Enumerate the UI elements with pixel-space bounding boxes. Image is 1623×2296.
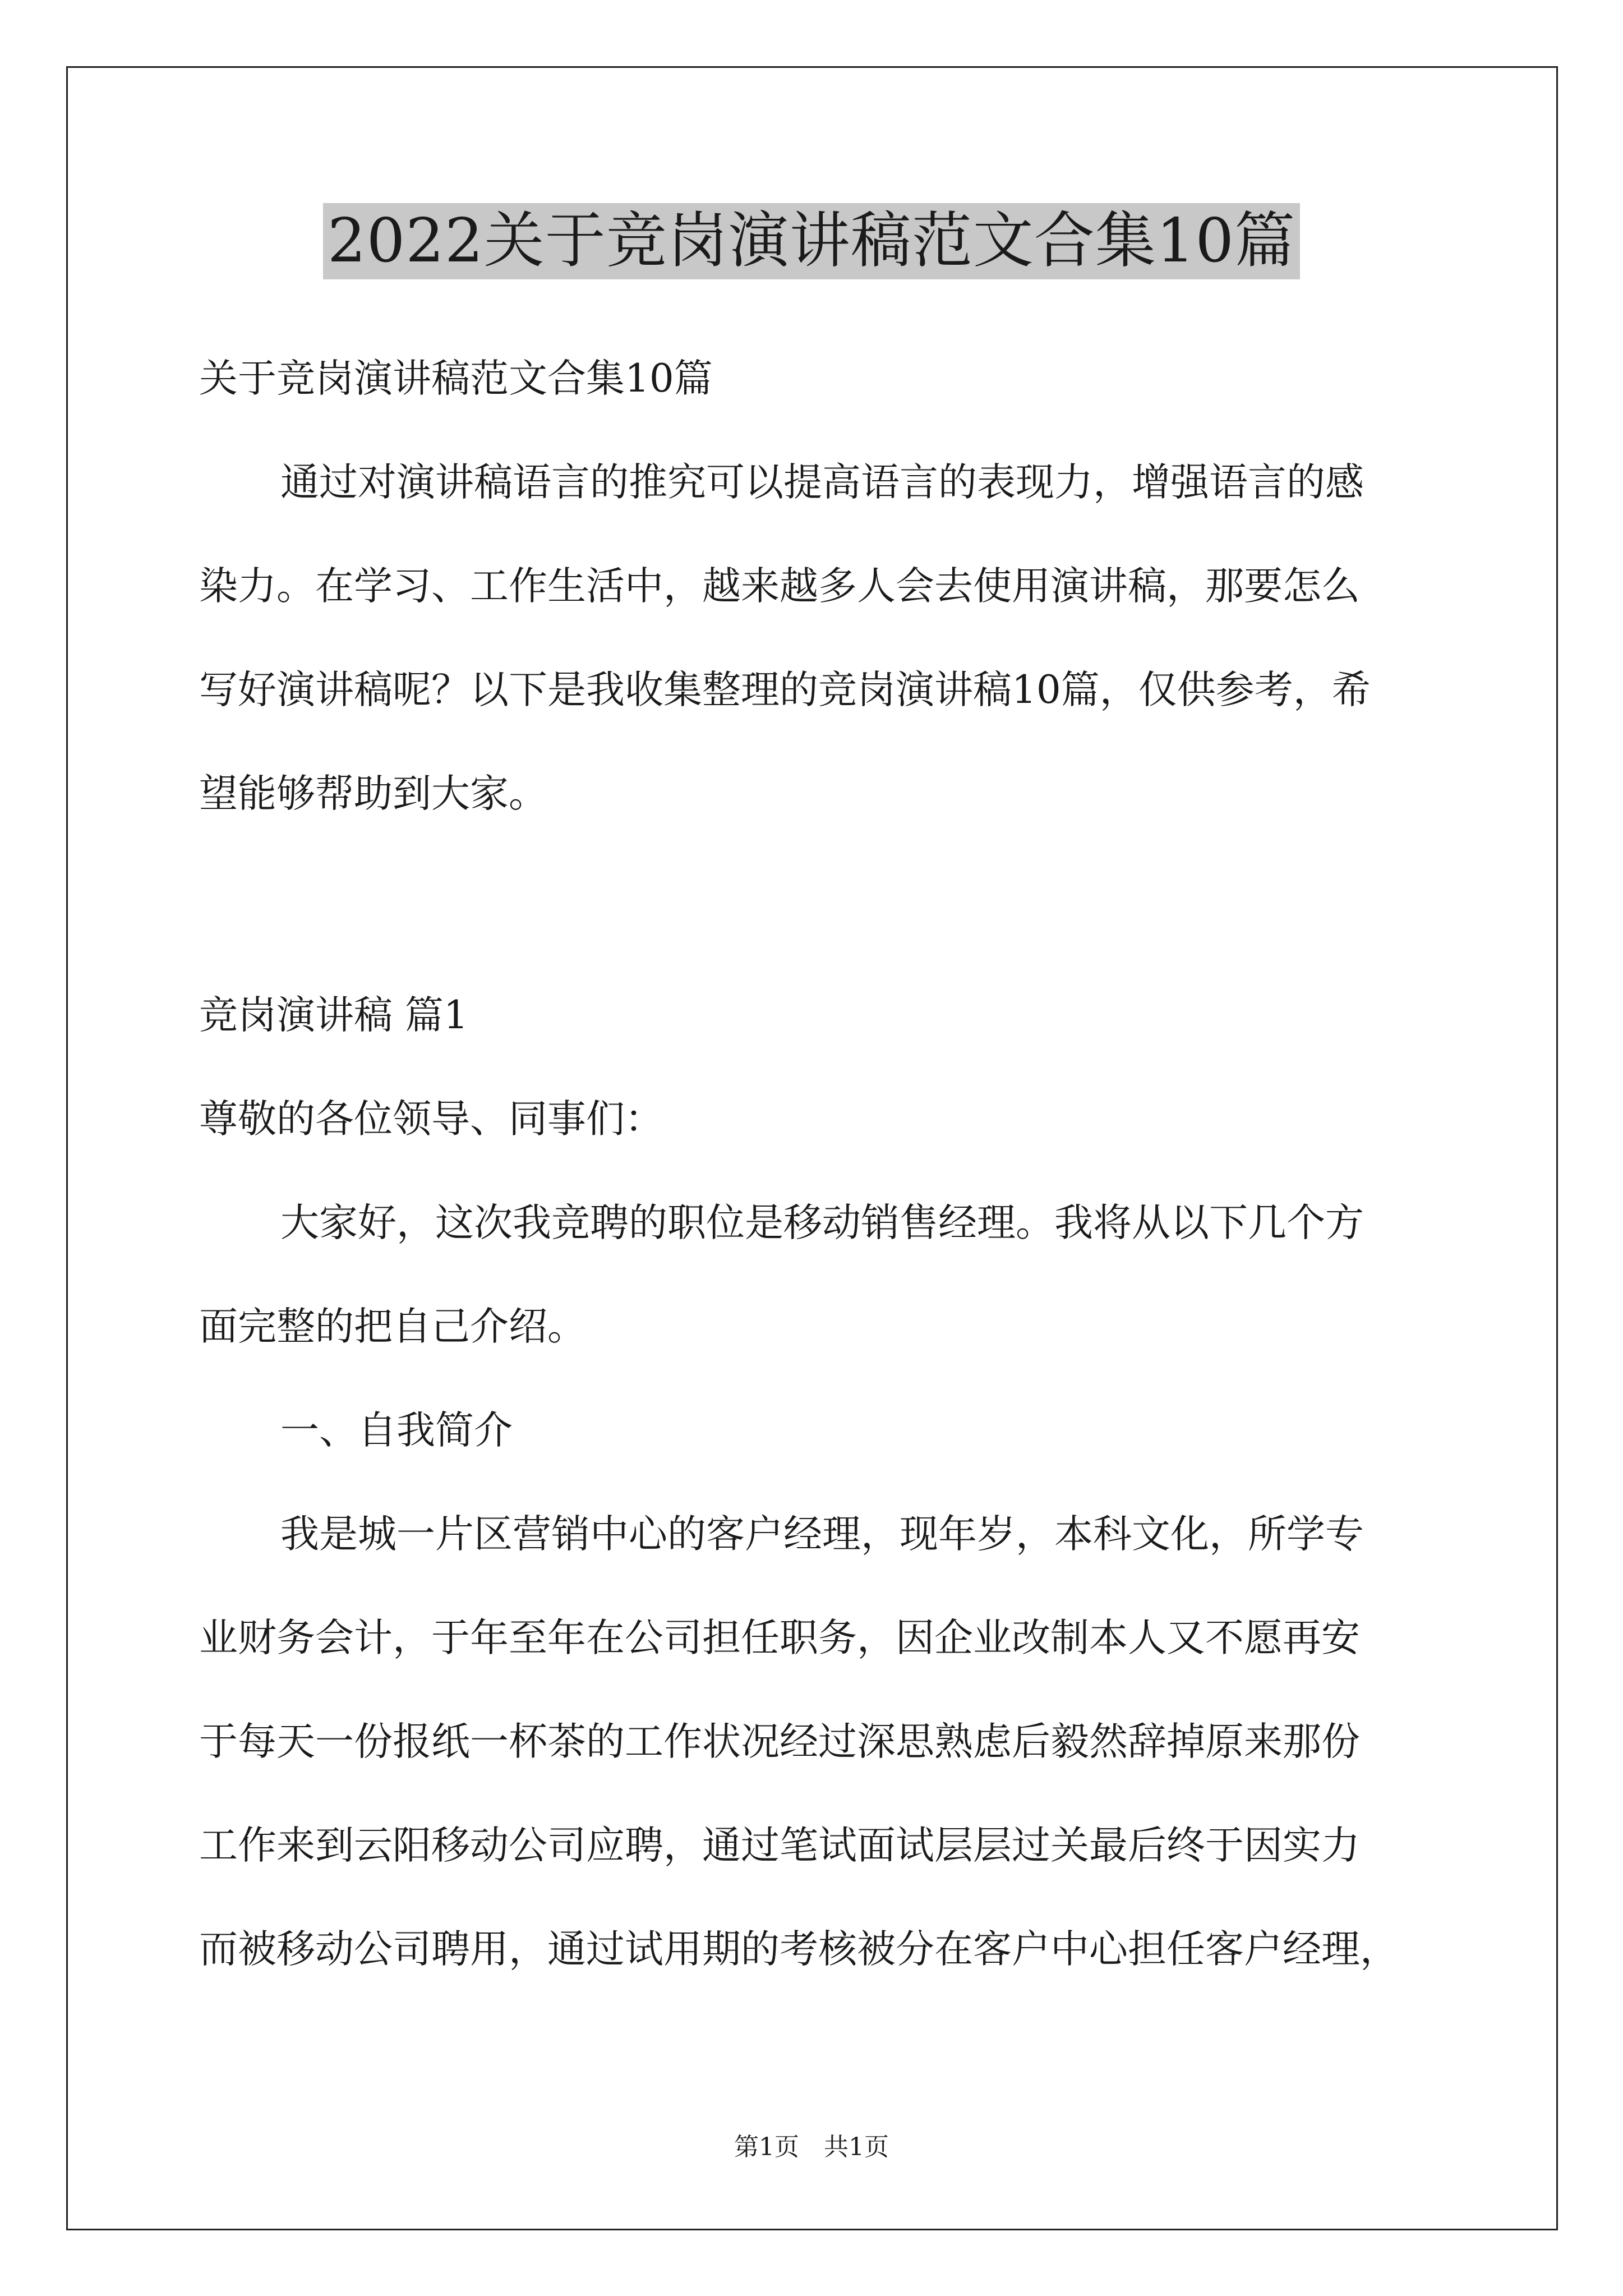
- paragraph-line: 染力。在学习、工作生活中，越来越多人会去使用演讲稿，那要怎么: [199, 564, 1360, 609]
- salutation-line: 尊敬的各位领导、同事们：: [199, 1097, 663, 1142]
- paragraph-line: 我是城一片区营销中心的客户经理，现年岁，本科文化，所学专: [280, 1512, 1364, 1557]
- paragraph-line: 望能够帮助到大家。: [199, 771, 547, 816]
- paragraph-line: 业财务会计，于年至年在公司担任职务，因企业改制本人又不愿再安: [199, 1616, 1360, 1660]
- paragraph-line: 工作来到云阳移动公司应聘，通过笔试面试层层过关最后终于因实力: [199, 1823, 1360, 1868]
- title-container: [0, 203, 1623, 279]
- subsection-heading: 一、自我简介: [280, 1408, 513, 1453]
- paragraph-line: 通过对演讲稿语言的推究可以提高语言的表现力，增强语言的感: [280, 460, 1364, 505]
- paragraph-line: 而被移动公司聘用，通过试用期的考核被分在客户中心担任客户经理，: [199, 1927, 1399, 1972]
- paragraph-line: 于每天一份报纸一杯茶的工作状况经过深思熟虑后毅然辞掉原来那份: [199, 1719, 1360, 1764]
- section-heading: 竞岗演讲稿 篇1: [199, 993, 468, 1038]
- subtitle-line: 关于竞岗演讲稿范文合集10篇: [199, 356, 713, 401]
- paragraph-line: 大家好，这次我竞聘的职位是移动销售经理。我将从以下几个方: [280, 1200, 1364, 1245]
- page-number-footer: 第1页 共1页: [734, 2133, 889, 2161]
- document-title: 2022关于竞岗演讲稿范文合集10篇: [323, 203, 1300, 279]
- paragraph-line: 面完整的把自己介绍。: [199, 1304, 586, 1349]
- paragraph-line: 写好演讲稿呢？以下是我收集整理的竞岗演讲稿10篇，仅供参考，希: [199, 668, 1371, 712]
